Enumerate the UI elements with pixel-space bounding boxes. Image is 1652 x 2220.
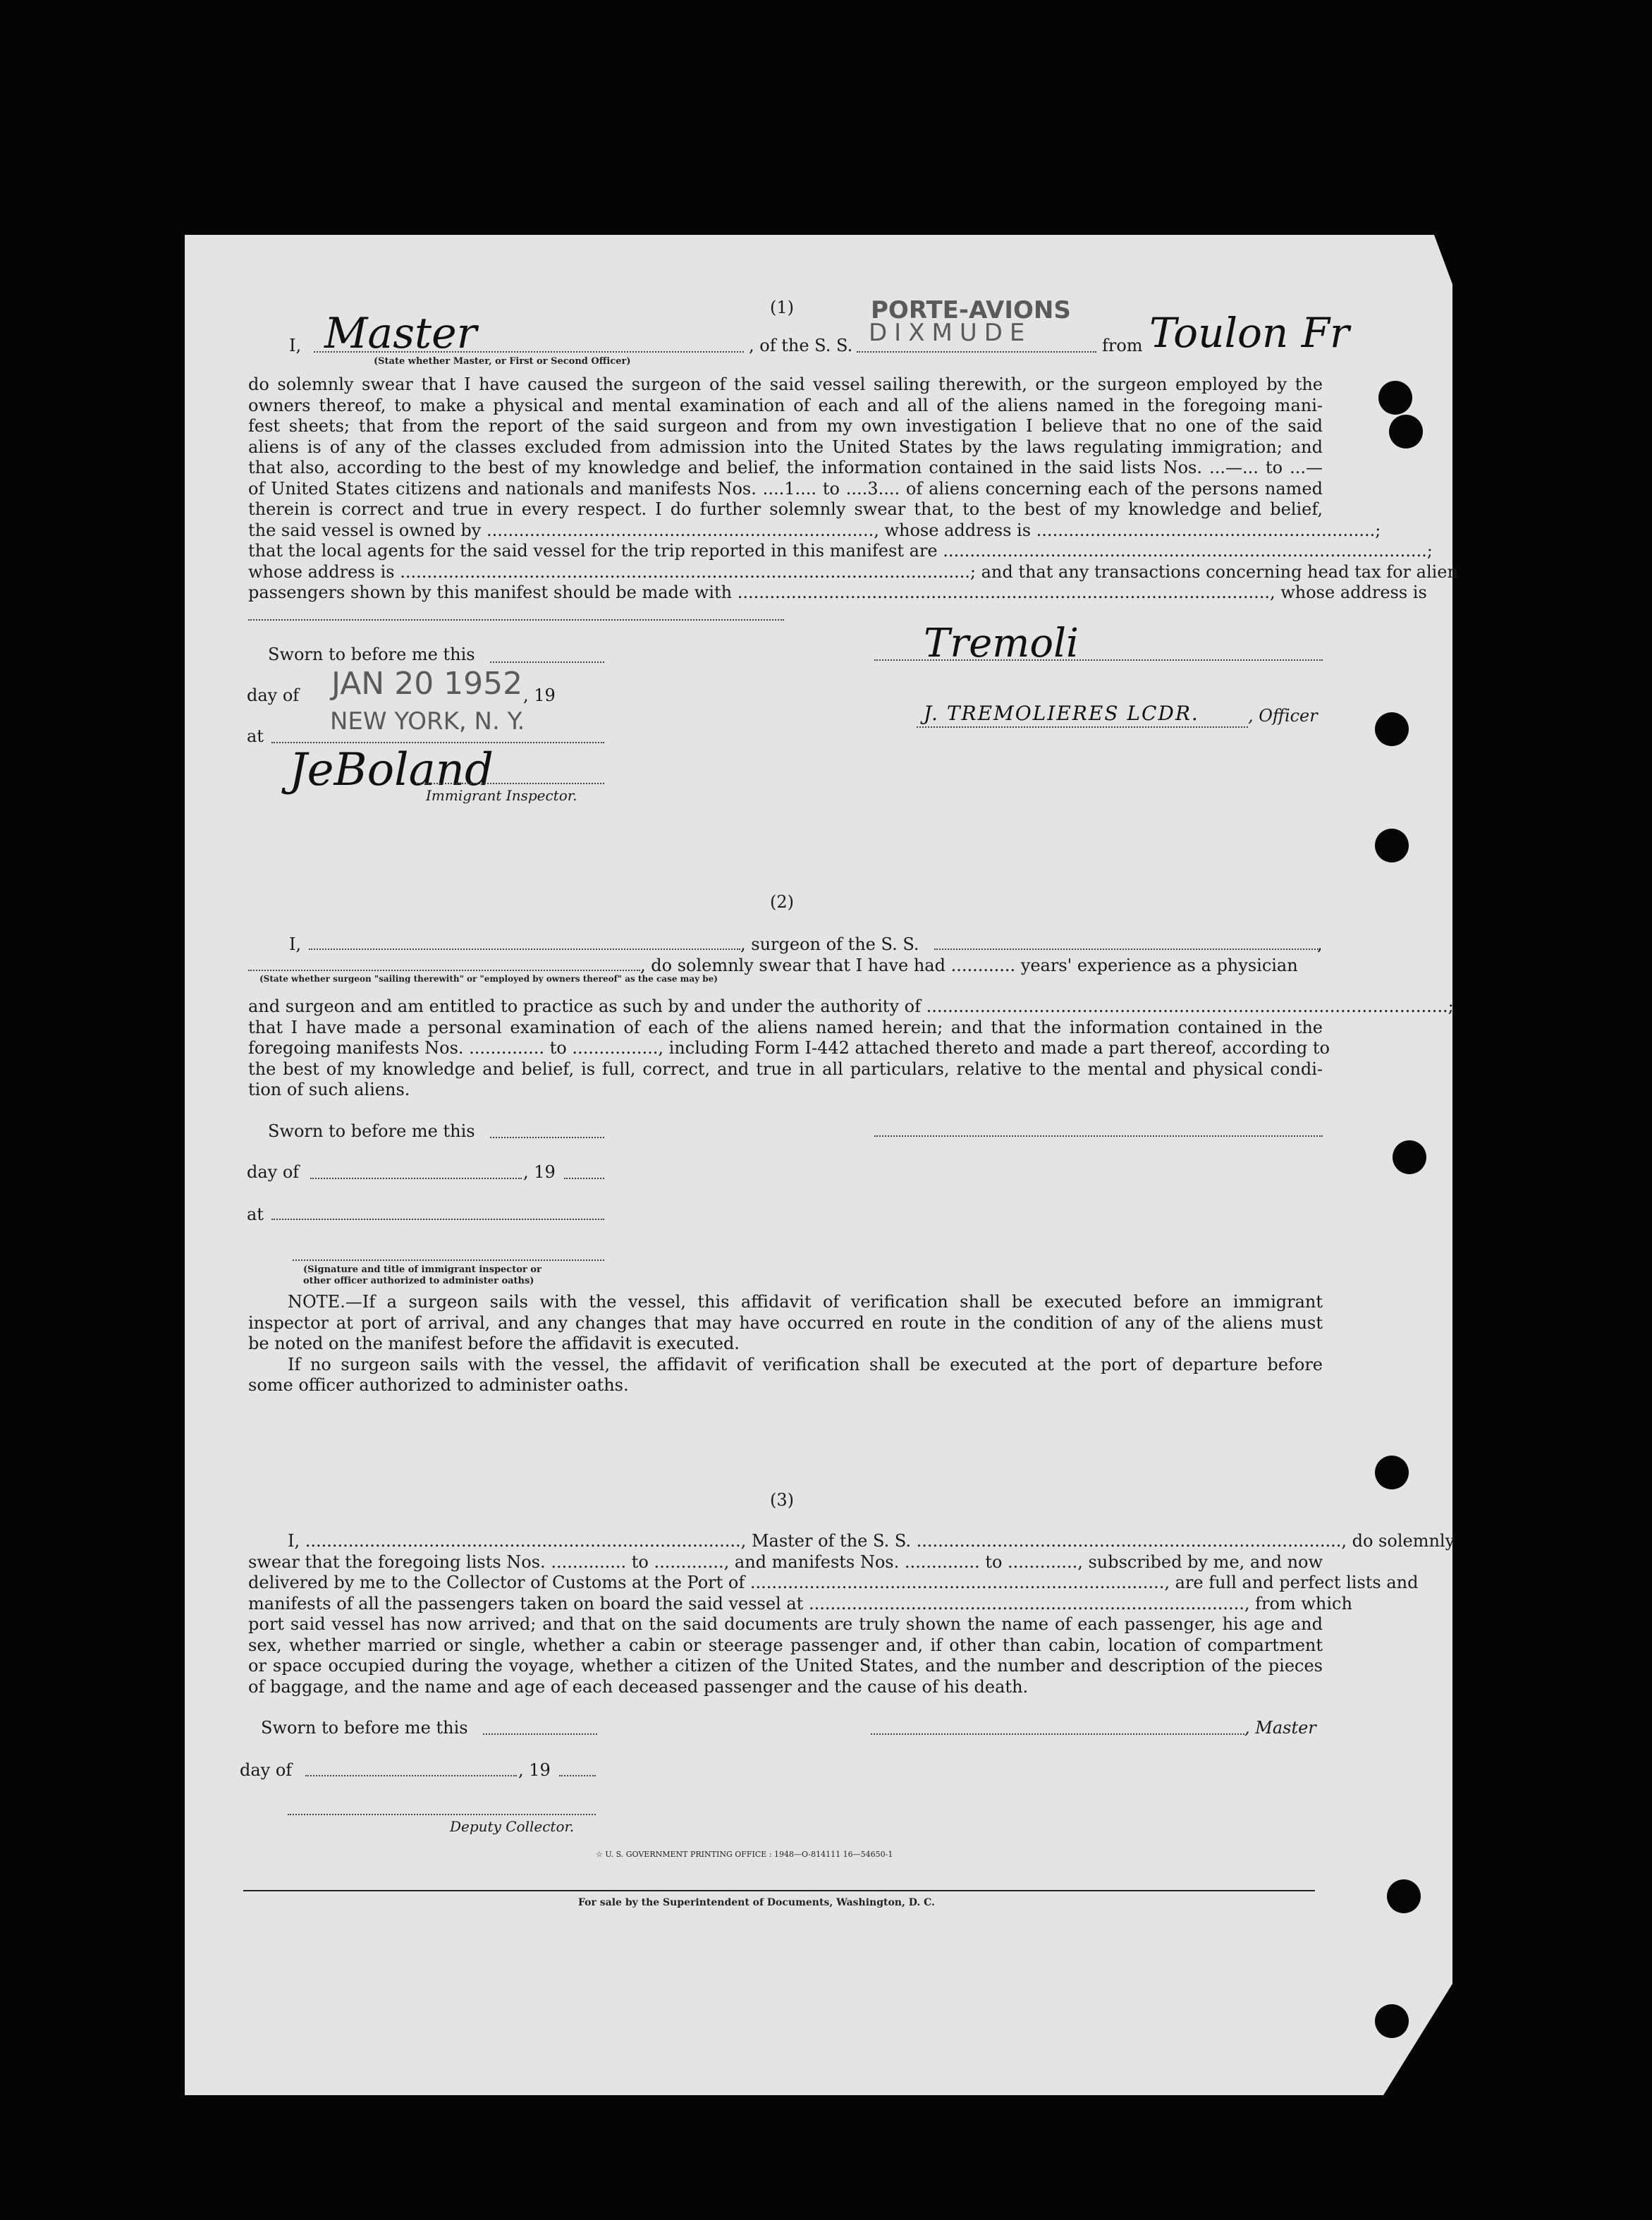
footer-rule	[243, 1890, 1315, 1891]
section-3-number: (3)	[770, 1490, 794, 1510]
signature-note-1: (Signature and title of immigrant inspector or	[303, 1264, 542, 1275]
collector-label: Deputy Collector.	[450, 1818, 575, 1835]
section-2-prefix: I,	[289, 934, 302, 954]
at-label-1: at	[247, 726, 264, 746]
section-1-body: do solemnly swear that I have caused the surgeon of the said vessel sailing therewith, or the surgeon employed by the owners thereof, to make a physical and mental examination of each and all of the aliens named in the foregoing mani- fest sheets; that from the report of the said surgeon and from my own investigation I believe that no one of the said aliens is of any of the classes excluded from admission into the United States by the laws regulating immigration; and that also, according to the best of my knowledge and belief, the information contained in the said lists Nos. ...—... to ...— of United States citizens and nationals and manifests Nos. ....1.... to ....3.... of aliens concerning each of the persons named therein is correct and true in every respect. I do further solemnly swear that, to the best of my knowledge and belief, the said vessel is owned by ........................................................................, whose address is ...............................................................; that the local agents for the said vessel for the trip reported in this manifest are ..........................................................................................; whose address is ..........................................................................................................; and that any transactions concerning head tax for alien passengers shown by this manifest should be made with ..................................................................................................., whose address is	[248, 374, 1458, 602]
day-of-label-2: day of	[247, 1162, 300, 1182]
experience-line: , do solemnly swear that I have had ............ years' experience as a physician	[640, 956, 1298, 975]
sworn-label-3: Sworn to before me this	[261, 1718, 468, 1738]
at-label-2: at	[247, 1204, 264, 1224]
address-line	[248, 619, 784, 621]
officer-label: , Officer	[1248, 706, 1318, 726]
year-line-3	[559, 1775, 596, 1776]
binder-hole	[1387, 1879, 1421, 1913]
section-2-number: (2)	[770, 892, 794, 912]
binder-hole	[1375, 2004, 1409, 2038]
collector-line	[288, 1814, 596, 1815]
rank-line	[314, 351, 744, 353]
rank-handwritten: Master	[324, 309, 477, 358]
at-line-1	[271, 742, 604, 743]
sworn-line-3	[483, 1733, 597, 1735]
year-label-3: , 19	[518, 1760, 551, 1780]
day-of-label-3: day of	[240, 1760, 293, 1780]
officer-name: J. TREMOLIERES LCDR.	[924, 702, 1199, 725]
officer-name-line	[917, 726, 1248, 728]
day-line-3	[305, 1775, 517, 1776]
binder-hole	[1389, 415, 1423, 449]
printing-office-note: ☆ U. S. GOVERNMENT PRINTING OFFICE : 1948—O-814111 16—54650-1	[596, 1850, 893, 1859]
binder-hole	[1375, 712, 1409, 746]
day-line-2	[310, 1178, 522, 1179]
section-3-body: I, ................................................................................., Master of the S. S. ..............................................................................., do solemnly swear that the foregoing lists Nos. .............. to ............., and manifests Nos. .............. to ............., subscribed by me, and now delivered by me to the Collector of Customs at the Port of ............................................................................., are full and perfect lists and manifests of all the passengers taken on board the said vessel at ................................................................................., from which port said vessel has now arrived; and that on the said documents are truly shown the name of each passenger, his age and sex, whether married or single, whether a cabin or steerage passenger and, if other than cabin, location of compartment or space occupied during the voyage, whether a citizen of the United States, and the number and description of the pieces of baggage, and the name and age of each deceased passenger and the cause of his death.	[248, 1531, 1455, 1697]
surgeon-name-line	[309, 949, 740, 950]
at-line-2	[271, 1219, 604, 1220]
from-handwritten: Toulon Fr	[1149, 309, 1350, 357]
year-label-2: , 19	[523, 1162, 556, 1182]
sale-note: For sale by the Superintendent of Documents, Washington, D. C.	[578, 1897, 935, 1908]
section-2-note: NOTE.—If a surgeon sails with the vessel, this affidavit of verification shall be executed before an immigrant inspector at port of arrival, and any changes that may have occurred en route in the condition of any of the aliens must be noted on the manifest before the affidavit is executed. If no surgeon sails with the vessel, the affidavit of verification shall be executed at the port of departure before some officer authorized to administer oaths.	[248, 1292, 1323, 1395]
sworn-label-2: Sworn to before me this	[268, 1121, 475, 1141]
surgeon-state-note: (State whether surgeon "sailing therewith" or "employed by owners thereof" as the case may be)	[259, 974, 718, 984]
vessel-line	[857, 351, 1096, 353]
from-label: from	[1102, 336, 1143, 355]
rank-note: (State whether Master, or First or Second Officer)	[374, 356, 631, 367]
inspector-label: Immigrant Inspector.	[426, 787, 577, 804]
signature-note-2: other officer authorized to administer oaths)	[303, 1276, 534, 1286]
officer-line-2	[293, 1260, 604, 1261]
binder-hole	[1375, 829, 1409, 862]
master-signature-line	[871, 1733, 1244, 1735]
vessel-stamp-line2: DIXMUDE	[869, 319, 1032, 347]
sworn-line-1	[490, 661, 604, 663]
sworn-label-1: Sworn to before me this	[268, 645, 475, 664]
oath-prefix: I,	[289, 336, 302, 355]
sworn-line-2	[490, 1137, 604, 1138]
section-1-number: (1)	[770, 298, 794, 317]
place-stamp: NEW YORK, N. Y.	[330, 707, 525, 736]
binder-hole	[1375, 1456, 1409, 1489]
surgeon-vessel-line	[934, 949, 1318, 950]
officer-signature-line	[874, 659, 1323, 661]
binder-hole	[1378, 381, 1412, 415]
vessel-stamp-line1: PORTE-AVIONS	[871, 296, 1071, 324]
year-label-1: , 19	[523, 685, 556, 705]
officer-signature: Tremoli	[924, 621, 1079, 666]
section-2-body: and surgeon and am entitled to practice as such by and under the authority of .................................................................................................; that I have made a personal examination of each of the aliens named herein; and that the information contained in the foregoing manifests Nos. .............. to ................, including Form I-442 attached thereto and made a part thereof, according to the best of my knowledge and belief, is full, correct, and true in all particulars, relative to the mental and physical condi- tion of such aliens.	[248, 996, 1454, 1099]
year-line-2	[564, 1178, 604, 1179]
surgeon-signature-line	[874, 1135, 1323, 1137]
inspector-signature: JeBoland	[289, 744, 494, 796]
of-ss-label: , of the S. S.	[749, 336, 853, 355]
surgeon-state-line	[248, 970, 640, 971]
comma: ,	[1317, 934, 1323, 954]
day-of-label-1: day of	[247, 685, 300, 705]
binder-hole	[1393, 1140, 1426, 1174]
inspector-line	[416, 783, 604, 784]
surgeon-of-ss-label: , surgeon of the S. S.	[740, 934, 919, 954]
date-stamp: JAN 20 1952	[331, 666, 523, 702]
master-label: , Master	[1244, 1718, 1316, 1738]
